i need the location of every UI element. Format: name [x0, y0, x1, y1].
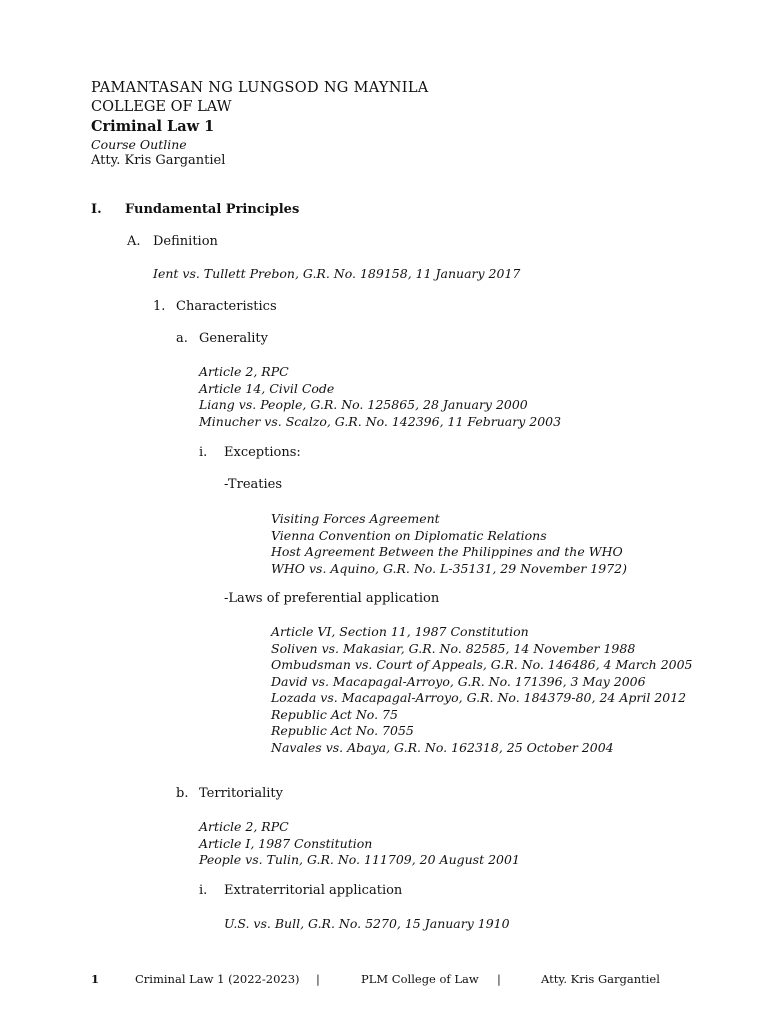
- reference-line: Visiting Forces Agreement: [271, 511, 440, 526]
- law-references: [271, 624, 693, 756]
- reference-line: Host Agreement Between the Philippines and the WHO: [271, 544, 623, 559]
- case-citation: Ient vs. Tullett Prebon, G.R. No. 189158, 11 January 2017: [153, 266, 521, 281]
- reference-line: Article 14, Civil Code: [199, 380, 335, 396]
- treaties-label: -Treaties: [224, 477, 283, 492]
- item-title: Characteristics: [176, 299, 277, 314]
- professor-name: Atty. Kris Gargantiel: [91, 153, 226, 168]
- reference-line: Republic Act No. 75: [271, 706, 398, 722]
- course-title: Criminal Law 1: [91, 118, 215, 135]
- subsection-letter: A.: [127, 234, 141, 249]
- footer-separator: |: [316, 972, 320, 986]
- roman-numeral: i.: [199, 883, 208, 898]
- doc-type: Course Outline: [91, 137, 187, 152]
- reference-line: Article VI, Section 11, 1987 Constitution: [271, 624, 529, 639]
- footer-course: Criminal Law 1 (2022-2023): [135, 972, 300, 986]
- reference-line: Liang vs. People, G.R. No. 125865, 28 January 2000: [199, 397, 528, 412]
- reference-line: Navales vs. Abaya, G.R. No. 162318, 25 October 2004: [271, 739, 614, 755]
- university-name: PAMANTASAN NG LUNGSOD NG MAYNILA: [91, 80, 429, 96]
- item-number: 1.: [153, 299, 166, 314]
- reference-line: Vienna Convention on Diplomatic Relations: [271, 527, 547, 543]
- subsection-title: Definition: [153, 234, 218, 249]
- laws-label: -Laws of preferential application: [224, 591, 440, 606]
- section-title: Fundamental Principles: [125, 202, 300, 217]
- subitem-title: Territoriality: [199, 786, 283, 801]
- subitem-letter: a.: [176, 331, 188, 346]
- college-name: COLLEGE OF LAW: [91, 99, 232, 115]
- treaty-references: [271, 511, 627, 577]
- reference-line: People vs. Tulin, G.R. No. 111709, 20 August 2001: [199, 852, 520, 867]
- reference-line: Lozada vs. Macapagal-Arroyo, G.R. No. 184379-80, 24 April 2012: [271, 690, 687, 705]
- subitem-letter: b.: [176, 786, 189, 801]
- subitem-title: Generality: [199, 331, 268, 346]
- reference-line: Minucher vs. Scalzo, G.R. No. 142396, 11 February 2003: [199, 413, 562, 429]
- reference-line: Article 2, RPC: [199, 364, 289, 379]
- footer-author: Atty. Kris Gargantiel: [541, 972, 660, 986]
- territoriality-references: [199, 819, 520, 869]
- roman-numeral: i.: [199, 445, 208, 460]
- exceptions-title: Exceptions:: [224, 445, 301, 460]
- case-citation: U.S. vs. Bull, G.R. No. 5270, 15 January 1910: [224, 916, 510, 931]
- reference-line: Article I, 1987 Constitution: [199, 835, 373, 851]
- reference-line: Article 2, RPC: [199, 819, 289, 834]
- footer-school: PLM College of Law: [361, 972, 479, 986]
- footer-separator: |: [497, 972, 501, 986]
- page-number: 1: [91, 972, 100, 986]
- generality-references: [199, 364, 561, 430]
- reference-line: WHO vs. Aquino, G.R. No. L-35131, 29 November 1972): [271, 560, 627, 576]
- reference-line: Ombudsman vs. Court of Appeals, G.R. No. 146486, 4 March 2005: [271, 657, 693, 672]
- reference-line: Soliven vs. Makasiar, G.R. No. 82585, 14 November 1988: [271, 640, 636, 656]
- section-number: I.: [91, 202, 102, 217]
- reference-line: David vs. Macapagal-Arroyo, G.R. No. 171396, 3 May 2006: [271, 673, 646, 689]
- extraterritorial-title: Extraterritorial application: [224, 883, 403, 898]
- reference-line: Republic Act No. 7055: [271, 723, 414, 738]
